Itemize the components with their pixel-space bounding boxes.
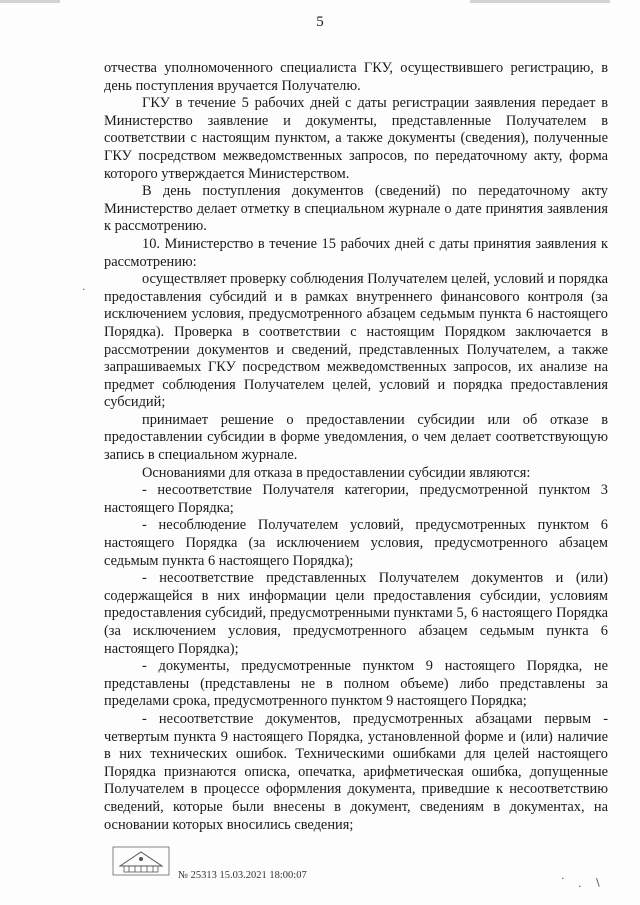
list-item: - несоответствие Получателя категории, предусмотренной пунктом 3 настоящего Порядка; xyxy=(104,482,608,516)
scan-artifact-mark: \ xyxy=(596,876,600,889)
scan-artifact-mark: · xyxy=(82,283,86,296)
paragraph: В день поступления документов (сведений) по передаточному акту Министерство делает отметку в специальном журнале о дате принятия заявления к рассмотрению. xyxy=(104,183,608,235)
scan-artifact-mark: · xyxy=(578,880,582,893)
paragraph: ГКУ в течение 5 рабочих дней с даты регистрации заявления передает в Министерство заявление и документы, представленные Получателем в соответствии с настоящим пунктом, а также документы (сведения), полученные ГКУ посредством межведомственных запросов, по передаточному акту, форма которого утверждается Министерством. xyxy=(104,95,608,182)
list-item: - несоблюдение Получателем условий, предусмотренных пунктом 6 настоящего Порядка (за исключением условия, предусмотренного абзацем седьмым пункта 6 настоящего Порядка); xyxy=(104,517,608,569)
list-item: - несоответствие документов, предусмотренных абзацами первым - четвертым пункта 9 настоящего Порядка, установленной форме и (или) наличие в них технических ошибок. Техническими ошибками для целей настоящего Порядка признаются описка, опечатка, арифметическая ошибка, допущенные Получателем в процессе оформления документа, приведшие к несоответствию сведений, которые были внесены в документ, сведениям в документах, на основании которых вносились сведения; xyxy=(104,710,608,833)
scan-artifact-top-right xyxy=(470,0,610,3)
scan-artifact-top-left xyxy=(0,0,60,3)
paragraph: осуществляет проверку соблюдения Получателем целей, условий и порядка предоставления субсидий и в рамках внутреннего финансового контроля (за исключением условия, предусмотренного абзацем седьмым пункта 6 настоящего Порядка). Проверка в соответствии с настоящим Порядком заключается в рассмотрении документов и сведений, представленных Получателем, а также запрашиваемых ГКУ посредством межведомственных запросов, их анализе на предмет соблюдения Получателем целей, условий и порядка предоставления субсидий; xyxy=(104,271,608,411)
paragraph: 10. Министерство в течение 15 рабочих дней с даты принятия заявления к рассмотрению: xyxy=(104,235,608,270)
page-number: 5 xyxy=(316,14,324,30)
list-item: - документы, предусмотренные пунктом 9 настоящего Порядка, не представлены (представлены не в полном объеме) либо представлены за пределами срока, предусмотренного пунктом 9 настоящего Порядка; xyxy=(104,658,608,710)
government-building-stamp-icon xyxy=(112,846,170,876)
paragraph: Основаниями для отказа в предоставлении субсидии являются: xyxy=(142,464,531,481)
paragraph: принимает решение о предоставлении субсидии или об отказе в предоставлении субсидии в форме уведомления, о чем делает соответствующую запись в специальном журнале. xyxy=(104,411,608,464)
scan-artifact-mark: · xyxy=(561,872,565,885)
document-body xyxy=(104,60,608,834)
registration-number: № 25313 15.03.2021 18:00:07 xyxy=(178,870,307,881)
paragraph: отчества уполномоченного специалиста ГКУ, осуществившего регистрацию, в день поступления вручается Получателю. xyxy=(104,60,608,94)
list-item: - несоответствие представленных Получателем документов и (или) содержащейся в них информации цели предоставления субсидии, условиям предоставления субсидий, предусмотренными пунктами 5, 6 настоящего Порядка (за исключением условия, предусмотренного абзацем седьмым пункта 6 настоящего Порядка); xyxy=(104,570,608,657)
